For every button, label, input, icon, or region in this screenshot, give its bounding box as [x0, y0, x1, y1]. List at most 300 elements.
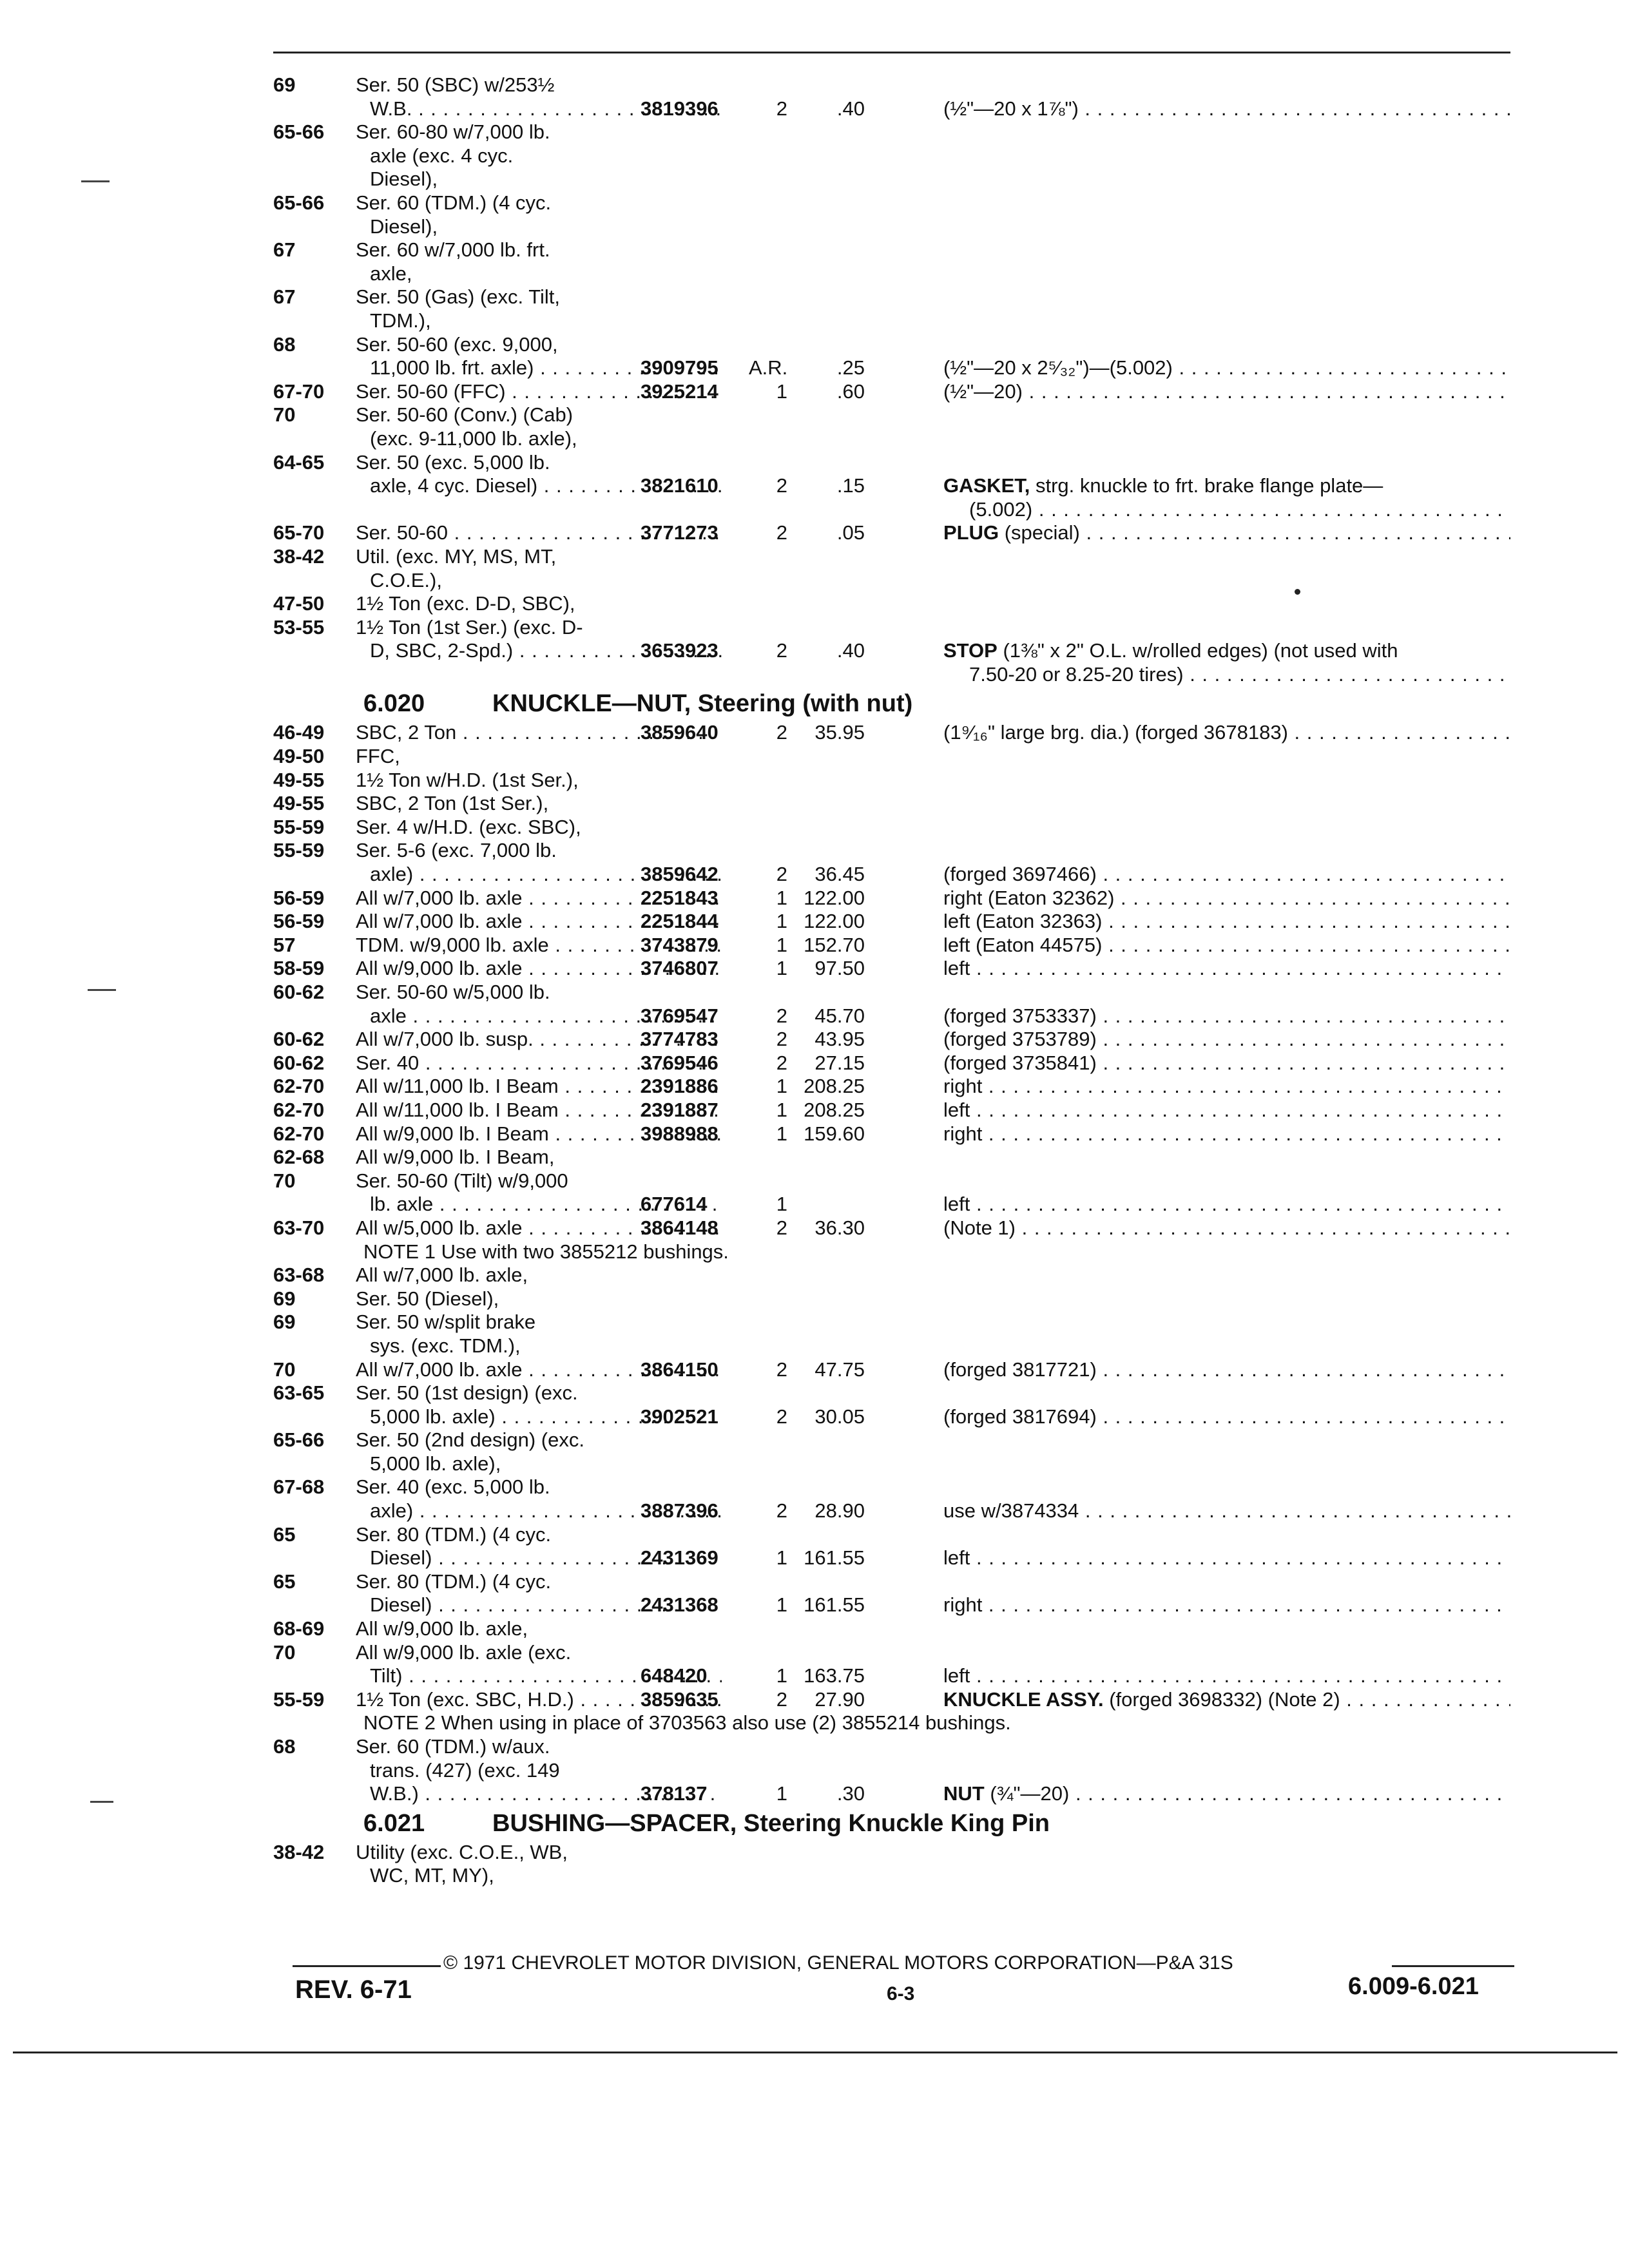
model-years: 60-62: [273, 1051, 325, 1074]
description: [943, 380, 1510, 404]
part-number: 2391886: [641, 1075, 718, 1098]
margin-mark: [88, 989, 116, 991]
description-text: (forged 3698332) (Note 2): [1103, 1687, 1340, 1711]
description-text: right: [943, 1593, 983, 1617]
section-number: 6.020: [363, 690, 425, 718]
part-row: [273, 1523, 1510, 1570]
part-number: 3864148: [641, 1216, 718, 1239]
description-text: (forged 3697466): [943, 863, 1097, 886]
application-text: Ser. 50-60 w/5,000 lb.: [356, 981, 550, 1004]
part-number: 3859640: [641, 721, 718, 744]
bottom-rule: [13, 2052, 1617, 2053]
part-number: 3821610: [641, 474, 718, 497]
description-text: left: [943, 1193, 970, 1216]
application-text: Ser. 80 (TDM.) (4 cyc.: [356, 1523, 552, 1546]
application-text: 1½ Ton (exc. SBC, H.D.) . . .: [356, 1688, 722, 1712]
application-text: All w/7,000 lb. susp. . . .: [356, 1028, 722, 1052]
application-text: axle) . . .: [356, 1499, 722, 1523]
part-row: [273, 1122, 1510, 1146]
description-text: left (Eaton 32363): [943, 910, 1103, 933]
part-number: 3887396: [641, 1499, 718, 1523]
part-row: [273, 592, 1510, 616]
model-years: 65-70: [273, 521, 325, 544]
application-text: Diesel) . . .: [356, 1593, 722, 1617]
quantity: 1: [776, 1075, 787, 1098]
footer-copyright: © 1971 CHEVROLET MOTOR DIVISION, GENERAL MOTORS CORPORATION—P&A 31S: [443, 1952, 1233, 1974]
application-text: All w/9,000 lb. axle (exc.: [356, 1640, 572, 1664]
part-row: [273, 73, 1510, 120]
application-text: Ser. 50-60 (FFC) . . .: [356, 380, 722, 404]
application-text: Diesel),: [370, 215, 438, 238]
model-years: 63-70: [273, 1216, 325, 1239]
price: 27.15: [815, 1051, 865, 1074]
description-text: (½"—20 x 1⅞"): [943, 97, 1079, 120]
description-continued: 7.50-20 or 8.25-20 tires) . . .: [969, 663, 1510, 687]
application-text: SBC, 2 Ton (1st Ser.),: [356, 792, 549, 815]
description: [943, 1664, 1510, 1688]
model-years: 55-59: [273, 839, 325, 862]
application-text: axle . . .: [356, 1004, 722, 1028]
price: .25: [836, 356, 865, 380]
model-years: 70: [273, 1169, 296, 1192]
application-text: Tilt) . . .: [356, 1664, 722, 1688]
application-text: Ser. 60 w/7,000 lb. frt.: [356, 238, 550, 262]
model-years: 68: [273, 1735, 296, 1758]
application-text: Ser. 50-60 (exc. 9,000,: [356, 332, 558, 356]
description: [943, 1075, 1510, 1099]
model-years: 47-50: [273, 592, 325, 615]
item-name: GASKET,: [943, 474, 1030, 497]
application-text: Ser. 60 (TDM.) (4 cyc.: [356, 191, 552, 214]
application-text: axle,: [370, 262, 412, 285]
quantity: A.R.: [749, 356, 788, 380]
description: [943, 1782, 1510, 1806]
application-text: All w/9,000 lb. I Beam,: [356, 1146, 555, 1169]
description-text: (forged 3817721): [943, 1358, 1097, 1381]
description: [943, 1052, 1510, 1075]
quantity: 2: [776, 1358, 787, 1381]
application-text: WC, MT, MY),: [370, 1864, 494, 1887]
description-text: (forged 3753789): [943, 1028, 1097, 1051]
application-text: Ser. 50-60 . . .: [356, 521, 722, 545]
part-row: [273, 745, 1510, 769]
part-number: 2251844: [641, 910, 718, 933]
description: [943, 863, 1510, 887]
section-number: 6.021: [363, 1809, 425, 1837]
model-years: 49-55: [273, 792, 325, 815]
application-text: 1½ Ton (1st Ser.) (exc. D-: [356, 615, 583, 639]
model-years: 62-70: [273, 1098, 325, 1121]
description-text: (1⁹⁄₁₆" large brg. dia.) (forged 3678183): [943, 721, 1288, 744]
price: 161.55: [804, 1593, 865, 1617]
note-text: NOTE 1 Use with two 3855212 bushings.: [363, 1240, 729, 1263]
price: 36.30: [815, 1216, 865, 1239]
part-row: [273, 1570, 1510, 1617]
model-years: 65-66: [273, 191, 325, 214]
part-row: [273, 1099, 1510, 1122]
part-row: [273, 792, 1510, 816]
part-row: [273, 1311, 1510, 1358]
application-text: TDM.),: [370, 309, 431, 332]
quantity: 1: [776, 1193, 787, 1216]
model-years: 62-68: [273, 1146, 325, 1169]
description: [943, 521, 1510, 545]
description: [943, 1499, 1510, 1523]
description: [943, 474, 1510, 498]
part-row: [273, 1146, 1510, 1169]
application-text: D, SBC, 2-Spd.) . . .: [356, 639, 722, 663]
part-number: 3653923: [641, 639, 718, 662]
price: 122.00: [804, 910, 865, 933]
application-text: (exc. 9-11,000 lb. axle),: [370, 427, 577, 450]
price: 35.95: [815, 721, 865, 744]
part-row: [273, 1052, 1510, 1075]
model-years: 65: [273, 1523, 296, 1546]
part-row: [273, 1028, 1510, 1052]
description: [943, 721, 1510, 745]
application-text: All w/7,000 lb. axle,: [356, 1264, 528, 1287]
model-years: 68-69: [273, 1617, 325, 1640]
model-years: 64-65: [273, 450, 325, 474]
model-years: 68: [273, 332, 296, 356]
item-name: PLUG: [943, 521, 999, 544]
application-text: Diesel) . . .: [356, 1546, 722, 1570]
application-text: Ser. 5-6 (exc. 7,000 lb.: [356, 839, 557, 862]
model-years: 63-68: [273, 1264, 325, 1287]
description-text: left: [943, 1664, 970, 1687]
part-row: [273, 1688, 1510, 1712]
application-text: 5,000 lb. axle) . . .: [356, 1405, 722, 1429]
description: [943, 1688, 1510, 1712]
application-text: Ser. 40 (exc. 5,000 lb.: [356, 1475, 550, 1499]
application-text: All w/9,000 lb. axle,: [356, 1617, 528, 1640]
description-text: (forged 3753337): [943, 1004, 1097, 1027]
part-row: [273, 721, 1510, 745]
application-text: Ser. 50 (Gas) (exc. Tilt,: [356, 285, 560, 309]
description: [943, 1193, 1510, 1216]
application-text: Ser. 50-60 (Conv.) (Cab): [356, 403, 574, 427]
model-years: 56-59: [273, 886, 325, 909]
application-text: Ser. 50 (exc. 5,000 lb.: [356, 450, 550, 474]
price: .60: [836, 380, 865, 403]
item-name: STOP: [943, 639, 998, 662]
application-text: axle (exc. 4 cyc.: [370, 144, 514, 167]
application-text: 1½ Ton w/H.D. (1st Ser.),: [356, 768, 579, 791]
quantity: 2: [776, 97, 787, 120]
application-text: All w/11,000 lb. I Beam . . .: [356, 1075, 722, 1099]
part-row: [273, 1075, 1510, 1099]
model-years: 56-59: [273, 910, 325, 933]
part-number: 3988988: [641, 1122, 718, 1145]
description: [943, 1358, 1510, 1382]
application-text: Ser. 4 w/H.D. (exc. SBC),: [356, 815, 581, 838]
part-number: 2251843: [641, 886, 718, 909]
application-text: Ser. 40 . . .: [356, 1052, 722, 1075]
part-number: 648420: [641, 1664, 708, 1687]
description-text: (½"—20 x 2⁵⁄₃₂")—(5.002): [943, 356, 1173, 380]
description-text: (forged 3817694): [943, 1405, 1097, 1428]
application-text: lb. axle . . .: [356, 1193, 722, 1216]
price: .40: [836, 639, 865, 662]
application-text: Ser. 50 (1st design) (exc.: [356, 1381, 578, 1405]
quantity: 2: [776, 521, 787, 544]
price: .40: [836, 97, 865, 120]
part-number: 3819396: [641, 97, 718, 120]
application-text: sys. (exc. TDM.),: [370, 1334, 521, 1357]
application-text: FFC,: [356, 745, 400, 768]
description: [943, 356, 1510, 380]
note-row: [273, 1240, 1510, 1264]
description-text: (1⅜" x 2" O.L. w/rolled edges) (not used with: [997, 639, 1398, 662]
model-years: 60-62: [273, 981, 325, 1004]
part-row: [273, 1735, 1510, 1806]
description: [943, 934, 1510, 957]
description-text: right: [943, 1122, 983, 1145]
application-text: All w/9,000 lb. I Beam . . .: [356, 1122, 722, 1146]
application-text: 5,000 lb. axle),: [370, 1452, 501, 1475]
part-row: [273, 957, 1510, 981]
part-row: [273, 616, 1510, 687]
description: [943, 1593, 1510, 1617]
section-heading: [273, 686, 1510, 721]
description: [943, 1216, 1510, 1240]
description-text: strg. knuckle to frt. brake flange plate—: [1030, 474, 1383, 497]
description: [943, 887, 1510, 910]
description-text: (forged 3735841): [943, 1051, 1097, 1074]
part-row: [273, 816, 1510, 840]
application-text: Ser. 50 (2nd design) (exc.: [356, 1428, 584, 1452]
parts-listing: [273, 73, 1510, 1888]
description: [943, 1028, 1510, 1052]
part-row: [273, 545, 1510, 592]
application-text: All w/7,000 lb. axle . . .: [356, 910, 722, 934]
quantity: 2: [776, 1004, 787, 1027]
part-row: [273, 1287, 1510, 1311]
part-row: [273, 120, 1510, 191]
description: [943, 1405, 1510, 1429]
model-years: 49-55: [273, 768, 325, 791]
quantity: 1: [776, 933, 787, 956]
quantity: 2: [776, 1687, 787, 1711]
quantity: 1: [776, 1122, 787, 1145]
quantity: 2: [776, 639, 787, 662]
quantity: 2: [776, 1028, 787, 1051]
part-number: 3743879: [641, 933, 718, 956]
description: [943, 910, 1510, 934]
application-text: All w/7,000 lb. axle . . .: [356, 887, 722, 910]
quantity: 2: [776, 1499, 787, 1523]
part-row: [273, 191, 1510, 238]
quantity: 1: [776, 957, 787, 980]
quantity: 2: [776, 721, 787, 744]
footer-revision: REV. 6-71: [295, 1975, 412, 2004]
part-number: 3859635: [641, 1687, 718, 1711]
price: 30.05: [815, 1405, 865, 1428]
part-row: [273, 1617, 1510, 1641]
application-text: Util. (exc. MY, MS, MT,: [356, 544, 557, 568]
part-row: [273, 934, 1510, 957]
price: 43.95: [815, 1028, 865, 1051]
description-text: right: [943, 1075, 983, 1098]
application-text: Ser. 60 (TDM.) w/aux.: [356, 1735, 550, 1758]
description-text: left (Eaton 44575): [943, 933, 1103, 956]
quantity: 1: [776, 886, 787, 909]
application-text: SBC, 2 Ton . . .: [356, 721, 722, 745]
part-row: [273, 1169, 1510, 1216]
part-row: [273, 1475, 1510, 1523]
price: 163.75: [804, 1664, 865, 1687]
part-row: [273, 839, 1510, 886]
part-row: [273, 403, 1510, 450]
note-row: [273, 1711, 1510, 1735]
part-row: [273, 1381, 1510, 1428]
part-number: 3902521: [641, 1405, 718, 1428]
price: 47.75: [815, 1358, 865, 1381]
description: [943, 1099, 1510, 1122]
application-text: Ser. 50 (Diesel),: [356, 1287, 499, 1310]
application-text: All w/7,000 lb. axle . . .: [356, 1358, 722, 1382]
part-number: 3859642: [641, 863, 718, 886]
part-number: 3774783: [641, 1028, 718, 1051]
footer-rule-left: [293, 1965, 441, 1967]
model-years: 65: [273, 1570, 296, 1593]
description-text: use w/3874334: [943, 1499, 1079, 1523]
description: [943, 1546, 1510, 1570]
quantity: 2: [776, 1405, 787, 1428]
part-number: 3864150: [641, 1358, 718, 1381]
margin-mark: [90, 1801, 113, 1803]
application-text: 1½ Ton (exc. D-D, SBC),: [356, 592, 575, 615]
model-years: 46-49: [273, 721, 325, 744]
part-number: 378137: [641, 1782, 708, 1805]
quantity: 1: [776, 1593, 787, 1617]
description-text: left: [943, 1098, 970, 1121]
quantity: 2: [776, 474, 787, 497]
model-years: 67: [273, 285, 296, 309]
price: 97.50: [815, 957, 865, 980]
price: .05: [836, 521, 865, 544]
part-row: [273, 451, 1510, 522]
footer-page-number: 6-3: [887, 1983, 915, 2004]
quantity: 1: [776, 380, 787, 403]
margin-mark: [81, 180, 110, 182]
application-text: 11,000 lb. frt. axle) . . .: [356, 356, 722, 380]
price: .15: [836, 474, 865, 497]
description-text: (¾"—20): [984, 1782, 1070, 1805]
description-text: left: [943, 1546, 970, 1570]
description-text: (½"—20): [943, 380, 1023, 403]
model-years: 38-42: [273, 1840, 325, 1863]
application-text: All w/9,000 lb. axle . . .: [356, 957, 722, 981]
part-row: [273, 981, 1510, 1028]
description: [943, 639, 1510, 663]
price: .30: [836, 1782, 865, 1805]
description-text: (special): [999, 521, 1080, 544]
description-continued: (5.002) . . .: [969, 498, 1510, 522]
application-text: Ser. 80 (TDM.) (4 cyc.: [356, 1570, 552, 1593]
section-title: KNUCKLE—NUT, Steering (with nut): [492, 690, 913, 718]
model-years: 55-59: [273, 815, 325, 838]
quantity: 1: [776, 1664, 787, 1687]
quantity: 2: [776, 863, 787, 886]
description: [943, 97, 1510, 121]
application-text: Ser. 50 (SBC) w/253½: [356, 73, 555, 96]
footer-section-range: 6.009-6.021: [1348, 1973, 1479, 2000]
quantity: 1: [776, 910, 787, 933]
application-text: axle, 4 cyc. Diesel) . . .: [356, 474, 722, 498]
model-years: 70: [273, 403, 296, 427]
part-row: [273, 887, 1510, 910]
application-text: C.O.E.),: [370, 568, 442, 591]
quantity: 2: [776, 1051, 787, 1074]
description-text: (Note 1): [943, 1216, 1016, 1239]
part-row: [273, 333, 1510, 380]
model-years: 38-42: [273, 544, 325, 568]
price: 159.60: [804, 1122, 865, 1145]
model-years: 65-66: [273, 120, 325, 144]
application-text: W.B.) . . .: [356, 1782, 722, 1806]
application-text: Ser. 50-60 (Tilt) w/9,000: [356, 1169, 568, 1192]
model-years: 69: [273, 1311, 296, 1334]
description: [943, 1004, 1510, 1028]
description-text: left: [943, 957, 970, 980]
description: [943, 957, 1510, 981]
application-text: axle) . . .: [356, 863, 722, 887]
price: 208.25: [804, 1075, 865, 1098]
model-years: 55-59: [273, 1687, 325, 1711]
model-years: 69: [273, 1287, 296, 1310]
model-years: 67-68: [273, 1475, 325, 1499]
price: 122.00: [804, 886, 865, 909]
part-number: 3769546: [641, 1051, 718, 1074]
part-row: [273, 910, 1510, 934]
quantity: 1: [776, 1546, 787, 1570]
model-years: 57: [273, 933, 296, 956]
description: [943, 1122, 1510, 1146]
model-years: 70: [273, 1358, 296, 1381]
part-row: [273, 1264, 1510, 1287]
part-row: [273, 521, 1510, 545]
part-number: 2391887: [641, 1098, 718, 1121]
price: 152.70: [804, 933, 865, 956]
part-row: [273, 1216, 1510, 1240]
item-name: NUT: [943, 1782, 985, 1805]
part-row: [273, 285, 1510, 332]
model-years: 53-55: [273, 615, 325, 639]
application-text: Ser. 50 w/split brake: [356, 1311, 536, 1334]
application-text: TDM. w/9,000 lb. axle . . .: [356, 934, 722, 957]
application-text: trans. (427) (exc. 149: [370, 1758, 560, 1782]
part-number: 3925214: [641, 380, 718, 403]
part-number: 677614: [641, 1193, 708, 1216]
part-number: 3909795: [641, 356, 718, 380]
model-years: 63-65: [273, 1381, 325, 1405]
model-years: 60-62: [273, 1028, 325, 1051]
part-row: [273, 1841, 1510, 1888]
model-years: 67-70: [273, 380, 325, 403]
footer-rule-right: [1392, 1965, 1514, 1967]
section-heading: [273, 1806, 1510, 1841]
application-text: Diesel),: [370, 168, 438, 191]
application-text: All w/11,000 lb. I Beam . . .: [356, 1099, 722, 1122]
part-number: 3769547: [641, 1004, 718, 1027]
note-text: NOTE 2 When using in place of 3703563 also use (2) 3855214 bushings.: [363, 1711, 1011, 1735]
price: 28.90: [815, 1499, 865, 1523]
model-years: 70: [273, 1640, 296, 1664]
application-text: Ser. 60-80 w/7,000 lb.: [356, 120, 550, 144]
model-years: 62-70: [273, 1122, 325, 1145]
model-years: 65-66: [273, 1428, 325, 1452]
